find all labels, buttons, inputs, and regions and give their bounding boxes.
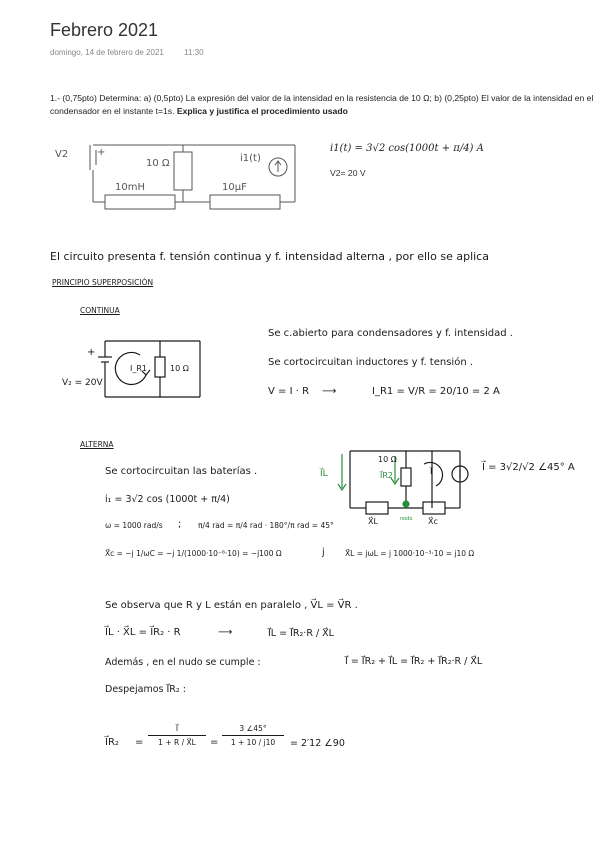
alterna-semicolon: ; — [178, 519, 182, 530]
inductor-symbol — [105, 195, 175, 209]
eq1: I⃗L · X⃗L = I⃗R₂ · R — [105, 627, 181, 638]
question-text — [50, 92, 595, 118]
alterna-angle: π/4 rad = π/4 rad · 180°/π rad = 45° — [198, 521, 334, 530]
top-plus-label: + — [97, 147, 106, 158]
continua-result: I_R1 = V/R = 20/10 = 2 A — [372, 386, 500, 397]
alterna-node-label: nodo — [400, 516, 413, 522]
alterna-line1: Se cortocircuitan las baterías . — [105, 466, 258, 477]
alterna-xc: X⃗c = −j 1/ωC = −j 1/(1000·10⁻⁶·10) = −j100 Ω — [105, 549, 282, 558]
alterna-xc-label: X⃗c — [428, 517, 438, 526]
continua-v-label: V₂ = 20V — [62, 378, 103, 388]
resistor-symbol — [174, 152, 192, 190]
alterna-i1: i₁ = 3√2 cos (1000t + π/4) — [105, 494, 230, 505]
alterna-circuit — [318, 446, 478, 526]
alterna-j: j — [322, 547, 325, 558]
continua-i-label: I_R1 — [130, 364, 148, 373]
final-eq2: = — [210, 737, 219, 748]
continua-plus: + — [87, 347, 96, 358]
page-title: Febrero 2021 — [50, 20, 159, 40]
v2-value: V2= 20 V — [330, 168, 366, 178]
final-frac2 — [222, 724, 284, 747]
ademas-line: Además , en el nudo se cumple : — [105, 657, 261, 668]
continua-line3: V = I · R — [268, 386, 310, 397]
final-frac2-den: 1 + 10 / j10 — [230, 738, 276, 747]
intro-line: El circuito presenta f. tensión continua y f. intensidad alterna , por ello se aplica — [50, 250, 489, 263]
final-frac1-num: I⃗ — [175, 724, 179, 733]
alterna-il-label: I⃗L — [320, 469, 328, 479]
top-inductor-label: 10mH — [115, 182, 145, 193]
continua-line1: Se c.abierto para condensadores y f. intensidad . — [268, 328, 513, 339]
final-result: = 2′12 ∠90 — [290, 738, 345, 749]
continua-r-label: 10 Ω — [170, 364, 189, 373]
continua-line2: Se cortocircuitan inductores y f. tensión . — [268, 357, 474, 368]
final-frac1-den: 1 + R / X⃗L — [158, 738, 196, 747]
alterna-xl-label: X⃗L — [368, 517, 378, 526]
parallel-line: Se observa que R y L están en paralelo , V⃗L = V⃗R . — [105, 600, 358, 611]
eq-arrow: ⟶ — [218, 627, 233, 638]
top-source-label: i1(t) — [240, 153, 261, 164]
alterna-i-label: I⃗ — [430, 467, 433, 476]
continua-arrow: ⟶ — [322, 386, 337, 397]
page-time: 11:30 — [184, 48, 204, 57]
principle-heading: PRINCIPIO SUPERPOSICIÓN — [52, 278, 154, 287]
current-formula: i1(t) = 3√2 cos(1000t + π/4) A — [330, 143, 484, 154]
top-resistor-label: 10 Ω — [146, 158, 170, 169]
alterna-omega: ω = 1000 rad/s — [105, 521, 163, 530]
question-body: 1.- (0,75pto) Determina: a) (0,5pto) La expresión del valor de la intensidad en la resistencia de 10 Ω; b) (0,25pto) El valor de la intensidad en el condensador en el instante t=1s. — [50, 93, 594, 116]
final-lhs: I⃗R₂ — [105, 737, 119, 748]
continua-heading: CONTINUA — [80, 306, 120, 315]
alterna-phasor: I⃗ = 3√2/√2 ∠45° A — [482, 462, 575, 473]
capacitor-symbol — [210, 195, 280, 209]
alterna-ir2-label: I⃗R2 — [380, 471, 394, 480]
note-header — [0, 0, 600, 215]
alterna-heading: ALTERNA — [80, 440, 114, 449]
eq2: I⃗L = I⃗R₂·R / X⃗L — [268, 628, 334, 639]
final-eq1: = — [135, 737, 144, 748]
top-circuit-diagram — [50, 140, 300, 215]
page-date: domingo, 14 de febrero de 2021 — [50, 48, 164, 57]
top-capacitor-label: 10μF — [222, 182, 247, 193]
alterna-r-label: 10 Ω — [378, 455, 397, 464]
question-bold: Explica y justifica el procedimiento usado — [176, 106, 348, 116]
continua-circuit — [60, 335, 210, 405]
eq3: I⃗ = I⃗R₂ + I⃗L = I⃗R₂ + I⃗R₂·R / X⃗L — [345, 656, 483, 667]
final-frac1 — [148, 724, 206, 747]
final-frac2-num: 3 ∠45° — [239, 724, 267, 733]
despejamos-line: Despejamos I⃗R₂ : — [105, 684, 186, 695]
page-meta — [50, 48, 204, 57]
top-v2-label: V2 — [55, 149, 69, 160]
alterna-xl: X⃗L = jωL = j 1000·10⁻³·10 = j10 Ω — [345, 549, 475, 558]
